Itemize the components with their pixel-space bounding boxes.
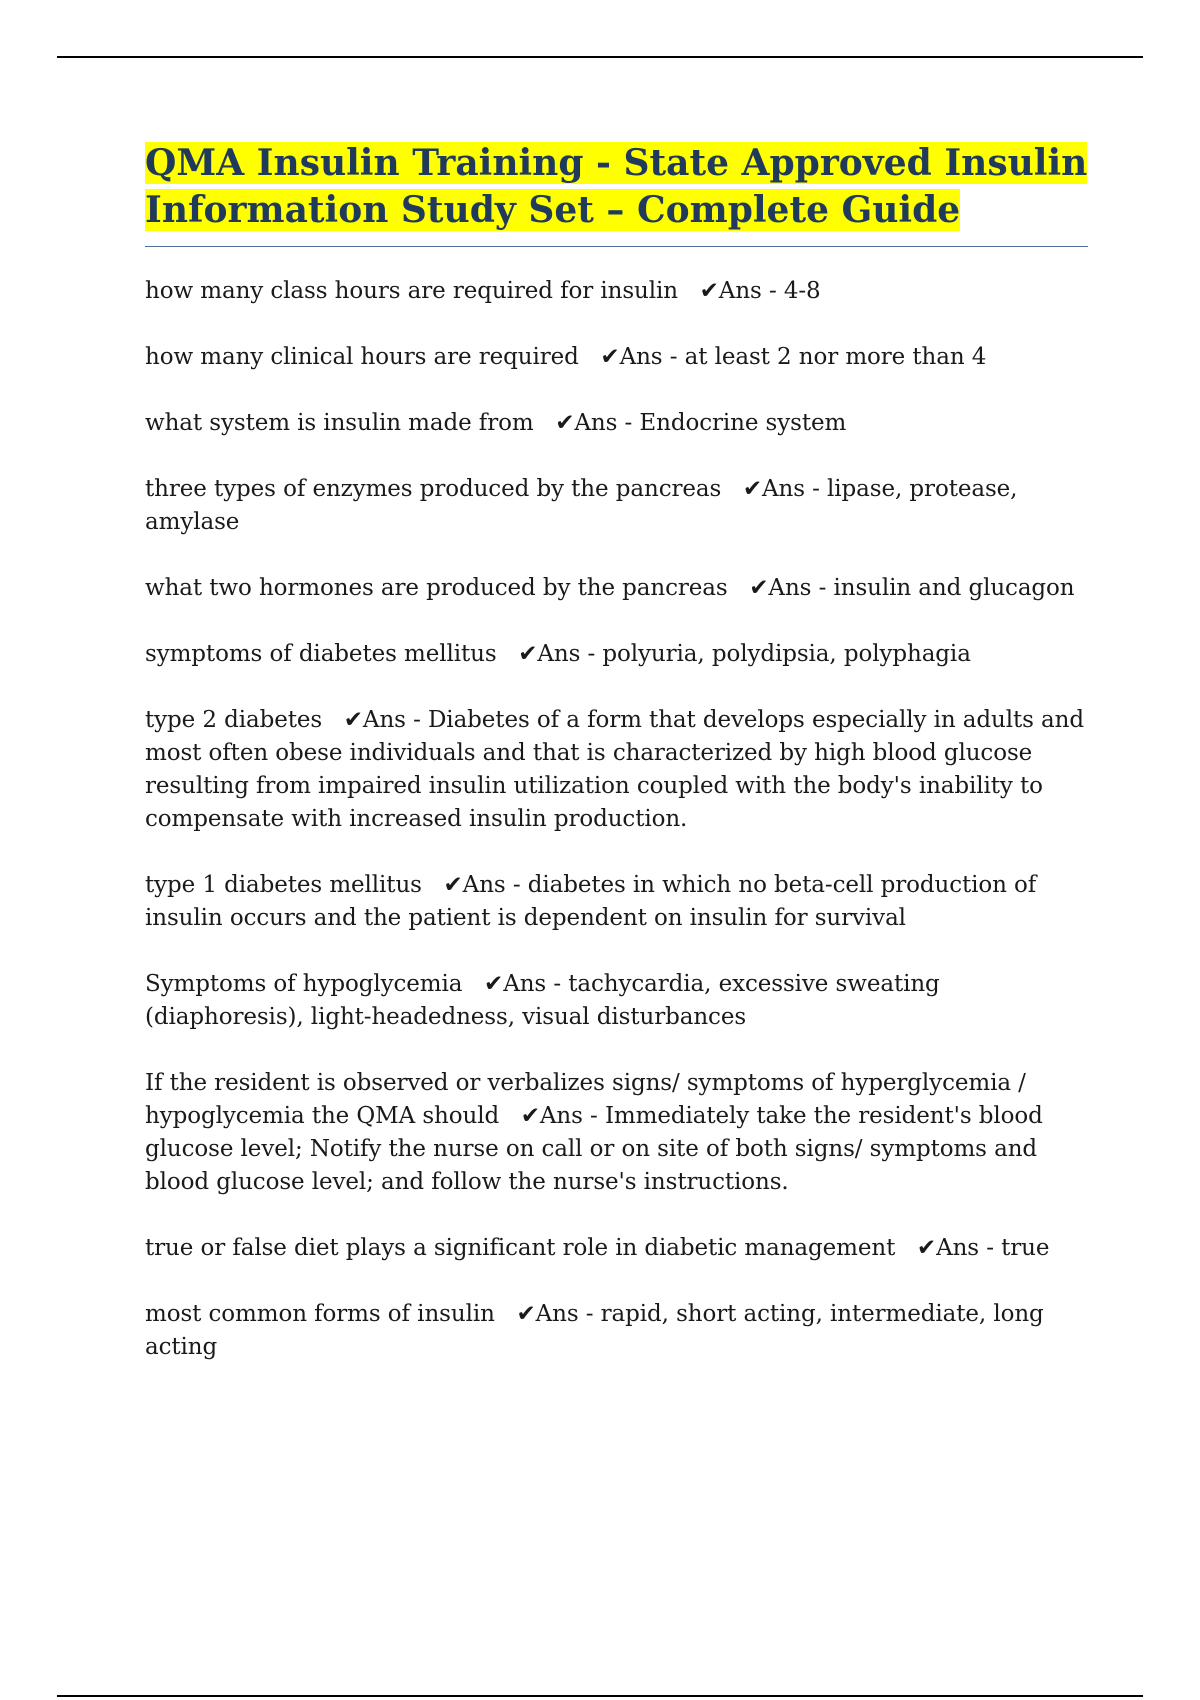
question-text: If the resident is observed or verbalizes signs/ symptoms of hyperglycemia / hypoglycemia the QMA should xyxy=(145,1070,1026,1129)
answer-text: insulin and glucagon xyxy=(833,575,1075,601)
qa-item: three types of enzymes produced by the pancreas ✔Ans - lipase, protease, amylase xyxy=(145,476,1018,535)
answer-text: 4-8 xyxy=(783,278,821,304)
question-text: most common forms of insulin xyxy=(145,1301,495,1327)
question-text: true or false diet plays a significant role in diabetic management xyxy=(145,1235,896,1261)
question-text: symptoms of diabetes mellitus xyxy=(145,641,497,667)
qa-item: type 2 diabetes ✔Ans - Diabetes of a form that develops especially in adults and most often obese individuals and that is characterized by high blood glucose resulting from impaired insulin utilization coupled with the body's inability to compensate with increased insulin production. xyxy=(145,707,1084,832)
qa-item: If the resident is observed or verbalizes signs/ symptoms of hyperglycemia / hypoglycemia the QMA should ✔Ans - Immediately take the resident's blood glucose level; Notify the nurse on call or on site of both signs/ symptoms and blood glucose level; and follow the nurse's instructions. xyxy=(145,1070,1043,1195)
qa-item: type 1 diabetes mellitus ✔Ans - diabetes in which no beta-cell production of insulin occurs and the patient is dependent on insulin for survival xyxy=(145,872,1037,931)
answer-marker: ✔Ans xyxy=(443,872,506,898)
title-highlight: QMA Insulin Training - State Approved Insulin Information Study Set – Complete Guide xyxy=(145,142,1088,231)
answer-text: Diabetes of a form that develops especially in adults and most often obese individuals and that is characterized by high blood glucose resulting from impaired insulin utilization coupled with the body's inability to compensate with increased insulin production. xyxy=(145,707,1084,832)
question-text: what system is insulin made from xyxy=(145,410,534,436)
title-underline xyxy=(145,246,1088,247)
qa-item: how many clinical hours are required ✔Ans - at least 2 nor more than 4 xyxy=(145,344,987,370)
question-text: type 1 diabetes mellitus xyxy=(145,872,422,898)
answer-marker: ✔Ans xyxy=(555,410,618,436)
question-text: how many clinical hours are required xyxy=(145,344,579,370)
top-rule xyxy=(57,56,1143,58)
answer-marker: ✔Ans xyxy=(516,1301,579,1327)
answer-marker: ✔Ans xyxy=(916,1235,980,1261)
answer-marker: ✔Ans xyxy=(518,641,581,667)
answer-marker: ✔Ans xyxy=(484,971,547,997)
qa-item: what system is insulin made from ✔Ans - Endocrine system xyxy=(145,410,847,436)
answer-text: Endocrine system xyxy=(639,410,847,436)
bottom-rule xyxy=(57,1695,1143,1697)
answer-text: diabetes in which no beta-cell production of insulin occurs and the patient is dependent on insulin for survival xyxy=(145,872,1037,931)
question-text: Symptoms of hypoglycemia xyxy=(145,971,463,997)
qa-item: Symptoms of hypoglycemia ✔Ans - tachycardia, excessive sweating (diaphoresis), light-headedness, visual disturbances xyxy=(145,971,940,1030)
answer-marker: ✔Ans xyxy=(699,278,762,304)
answer-marker: ✔Ans xyxy=(600,344,663,370)
answer-text: tachycardia, excessive sweating (diaphoresis), light-headedness, visual disturbances xyxy=(145,971,940,1030)
answer-marker: ✔Ans xyxy=(343,707,406,733)
answer-text: lipase, protease, amylase xyxy=(145,476,1018,535)
qa-item: what two hormones are produced by the pancreas ✔Ans - insulin and glucagon xyxy=(145,575,1075,601)
qa-item: how many class hours are required for insulin ✔Ans - 4-8 xyxy=(145,278,821,304)
answer-marker: ✔Ans xyxy=(520,1103,583,1129)
answer-text: polyuria, polydipsia, polyphagia xyxy=(602,641,971,667)
qa-item: symptoms of diabetes mellitus ✔Ans - polyuria, polydipsia, polyphagia xyxy=(145,641,971,667)
question-text: what two hormones are produced by the pancreas xyxy=(145,575,728,601)
answer-marker: ✔Ans xyxy=(749,575,812,601)
qa-item: most common forms of insulin ✔Ans - rapid, short acting, intermediate, long acting xyxy=(145,1301,1044,1360)
document-title xyxy=(145,140,1095,234)
document-body xyxy=(145,140,1095,1397)
qa-list xyxy=(145,275,1095,1364)
answer-text: Immediately take the resident's blood glucose level; Notify the nurse on call or on site of both signs/ symptoms and blood glucose level; and follow the nurse's instructions. xyxy=(145,1103,1043,1195)
question-text: type 2 diabetes xyxy=(145,707,323,733)
answer-text: true xyxy=(1001,1235,1050,1261)
answer-text: at least 2 nor more than 4 xyxy=(684,344,987,370)
question-text: three types of enzymes produced by the pancreas xyxy=(145,476,722,502)
answer-text: rapid, short acting, intermediate, long acting xyxy=(145,1301,1044,1360)
question-text: how many class hours are required for insulin xyxy=(145,278,678,304)
qa-item: true or false diet plays a significant role in diabetic management ✔Ans - true xyxy=(145,1235,1050,1261)
answer-marker: ✔Ans xyxy=(742,476,805,502)
